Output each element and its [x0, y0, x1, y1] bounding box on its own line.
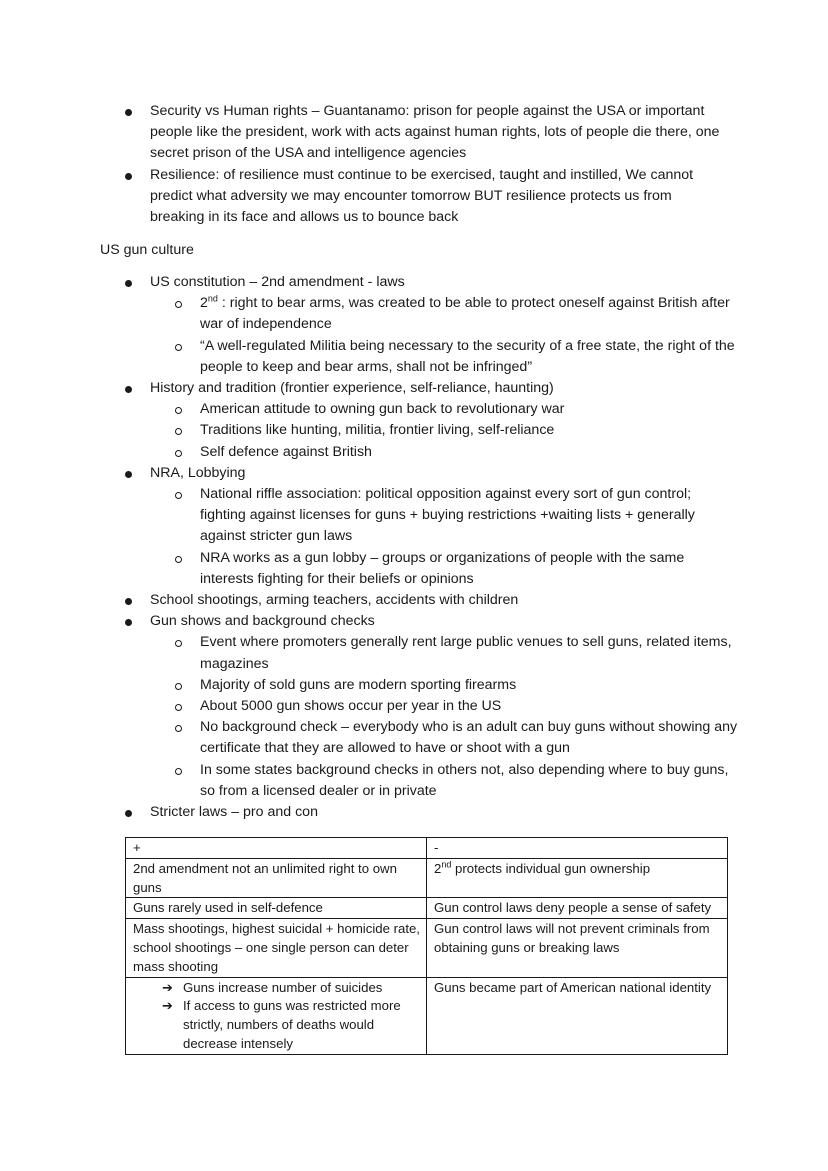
bullet-security-vs-human-rights: Security vs Human rights – Guantanamo: prison for people against the USA or important people like the president, work with acts against human rights, lots of people die there, one secret prison of the USA and intelligence agencies — [0, 101, 828, 165]
section-heading: US gun culture — [100, 242, 194, 258]
sub-bullet: American attitude to owning gun back to revolutionary war — [0, 399, 828, 420]
arrow-right-icon: ➔ — [162, 979, 173, 995]
bullet-constitution — [0, 272, 828, 293]
pro-header-cell: + — [126, 838, 427, 859]
arrow-item — [133, 997, 420, 1053]
pro-cell: Guns rarely used in self-defence — [126, 898, 427, 919]
sub-bullet: Event where promoters generally rent large public venues to sell guns, related items, magazines — [0, 632, 828, 674]
bullet-gun-shows: Gun shows and background checks — [0, 611, 828, 632]
sub-bullet: About 5000 gun shows occur per year in the US — [0, 696, 828, 717]
con-cell: Gun control laws will not prevent criminals from obtaining guns or breaking laws — [427, 919, 728, 977]
gun-culture-list — [0, 272, 828, 823]
pro-cell — [126, 977, 427, 1054]
arrow-item — [133, 979, 420, 998]
pro-con-table — [125, 837, 728, 1055]
sub-bullet: In some states background checks in others not, also depending where to buy guns, so from a licensed dealer or in private — [0, 760, 828, 802]
con-cell-text: protects individual gun ownership — [451, 860, 651, 876]
con-header-cell: - — [427, 838, 728, 859]
bullet-text: US constitution – 2nd amendment - laws — [150, 274, 405, 290]
ordinal-suffix: nd — [207, 293, 218, 304]
pro-cell: Mass shootings, highest suicidal + homicide rate, school shootings – one single person can deter mass shooting — [126, 919, 427, 977]
sub-bullet: Majority of sold guns are modern sporting firearms — [0, 675, 828, 696]
ordinal-number: 2 — [434, 860, 442, 876]
ordinal-suffix: nd — [441, 859, 452, 870]
sub-bullet: Traditions like hunting, militia, frontier living, self-reliance — [0, 420, 828, 441]
table-row — [126, 858, 728, 898]
arrow-right-icon: ➔ — [162, 998, 173, 1014]
bullet-nra-lobbying: NRA, Lobbying — [0, 463, 828, 484]
sub-bullet-militia-quote: “A well-regulated Militia being necessary to the security of a free state, the right of the people to keep and bear arms, shall not be infringed” — [0, 336, 828, 378]
table-row — [126, 838, 728, 859]
table-row — [126, 898, 728, 919]
arrow-item-text: If access to guns was restricted more strictly, numbers of deaths would decrease intensely — [183, 998, 401, 1051]
sub-bullet: NRA works as a gun lobby – groups or organizations of people with the same interests fighting for their beliefs or opinions — [0, 548, 828, 590]
bullet-history-tradition: History and tradition (frontier experience, self-reliance, haunting) — [0, 378, 828, 399]
sub-bullet-text: : right to bear arms, was created to be able to protect oneself against British after war of independence — [200, 295, 730, 333]
ordinal-number: 2 — [200, 295, 208, 312]
bullet-resilience: Resilience: of resilience must continue to be exercised, taught and instilled, We cannot predict what adversity we may encounter tomorrow BUT resilience protects us from breaking in its face and allows us to bounce back — [0, 165, 828, 229]
bullet-school-shootings: School shootings, arming teachers, accidents with children — [0, 590, 828, 611]
arrow-item-text: Guns increase number of suicides — [183, 979, 383, 995]
table-row — [126, 919, 728, 977]
bullet-stricter-laws: Stricter laws – pro and con — [0, 802, 828, 823]
con-cell — [427, 858, 728, 898]
sub-bullet-second-amendment — [0, 293, 828, 335]
pro-cell: 2nd amendment not an unlimited right to own guns — [126, 858, 427, 898]
con-cell: Guns became part of American national identity — [427, 977, 728, 1054]
top-bullet-list — [0, 101, 828, 228]
sub-bullet: National riffle association: political opposition against every sort of gun control; fighting against licenses for guns + buying restrictions +waiting lists + generally against stricter gun laws — [0, 484, 828, 548]
sub-bullet: No background check – everybody who is an adult can buy guns without showing any certificate that they are allowed to have or shoot with a gun — [0, 717, 828, 759]
sub-bullet: Self defence against British — [0, 442, 828, 463]
con-cell: Gun control laws deny people a sense of safety — [427, 898, 728, 919]
table-row — [126, 977, 728, 1054]
